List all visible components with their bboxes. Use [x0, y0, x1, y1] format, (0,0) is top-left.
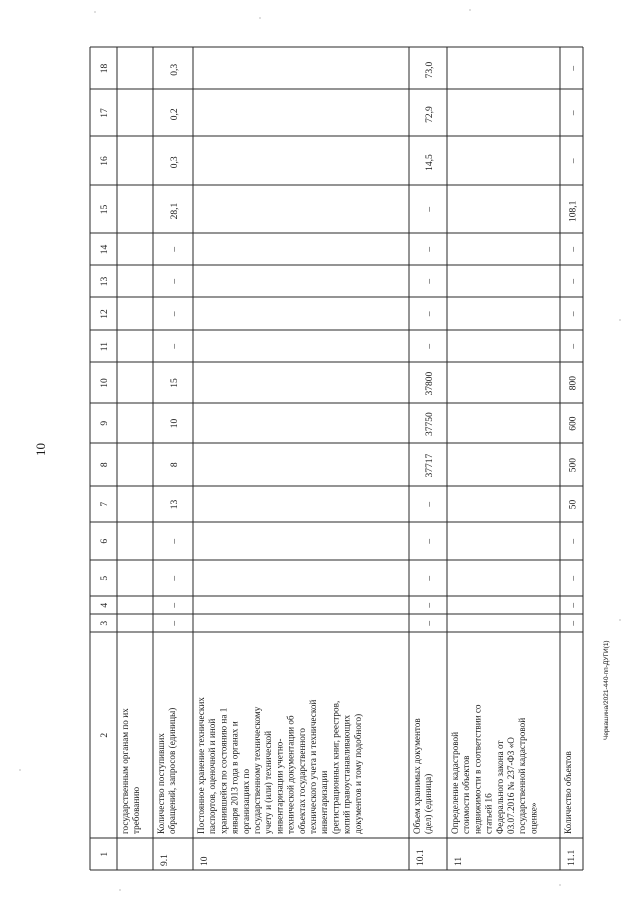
- row-value: –: [425, 311, 435, 317]
- scan-speck: [619, 619, 621, 621]
- scan-speck: [119, 889, 121, 891]
- row-value: 14,5: [425, 154, 435, 171]
- column-header-8: 8: [100, 462, 110, 468]
- column-header-16: 16: [100, 156, 110, 166]
- column-header-15: 15: [100, 204, 110, 215]
- column-header-10: 10: [100, 378, 110, 388]
- row-name-line: Количество объектов: [563, 751, 573, 834]
- row-number: 11: [454, 856, 464, 866]
- row-value: 37800: [425, 371, 435, 396]
- row-name-line: стоимости объектов: [461, 755, 472, 834]
- column-header-9: 9: [100, 420, 110, 426]
- row-value: 8: [170, 462, 180, 468]
- row-value: –: [425, 206, 435, 212]
- row-number: 9.1: [160, 854, 170, 866]
- row-name-line: оценке»: [528, 802, 539, 834]
- row-number: 10.1: [416, 849, 426, 866]
- row-name-line: Постоянное хранение технических: [196, 697, 206, 834]
- row-value: 13: [170, 499, 180, 510]
- scan-speck: [19, 769, 21, 771]
- row-value: –: [170, 575, 180, 581]
- row-value: –: [568, 620, 579, 626]
- row-value: –: [425, 575, 435, 581]
- row-name-line: января 2013 года в органах и: [229, 721, 240, 834]
- row-value: 600: [568, 416, 579, 431]
- row-value: 0,2: [170, 108, 180, 121]
- row-value: –: [568, 538, 579, 544]
- row-value: –: [170, 620, 180, 626]
- row-value: –: [170, 538, 180, 544]
- row-name-line: 03.07.2016 № 237-ФЗ «О: [506, 737, 516, 834]
- row-value: 0,3: [170, 156, 180, 169]
- row-value: –: [568, 343, 579, 349]
- row-value: –: [170, 278, 180, 284]
- row-value: –: [425, 538, 435, 544]
- row-number: 11.1: [567, 849, 577, 866]
- column-header-1: 1: [100, 851, 110, 857]
- row-name-line: (дел) (единица): [423, 773, 434, 834]
- row-name-line: недвижимости в соответствии со: [472, 704, 483, 834]
- row-value: –: [568, 110, 579, 116]
- row-name-line: копий правоустанавливающих: [341, 714, 352, 834]
- row-value: 28,1: [170, 202, 180, 220]
- row-name-line: инвентаризации учетно-: [274, 738, 285, 834]
- row-name-line: государственному техническому: [252, 706, 262, 834]
- row-value: –: [425, 602, 435, 608]
- row-value: –: [170, 246, 180, 252]
- column-header-12: 12: [100, 309, 110, 319]
- row-number: 10: [200, 856, 210, 866]
- column-header-4: 4: [100, 602, 110, 608]
- column-header-13: 13: [100, 276, 110, 287]
- row-value: –: [425, 501, 435, 507]
- row-name-line: технического учета и технической: [308, 699, 318, 834]
- row-value: 50: [568, 499, 579, 510]
- scan-speck: [94, 11, 96, 13]
- row-name-line: учету и (или) технической: [263, 730, 274, 834]
- page-number: 10: [33, 443, 48, 456]
- column-header-14: 14: [100, 244, 110, 255]
- row-name-line: организациях по: [240, 768, 251, 834]
- row-name-line: Федерального закона от: [494, 740, 505, 834]
- row-value: –: [170, 602, 180, 608]
- column-header-18: 18: [100, 63, 110, 74]
- scan-speck: [259, 17, 261, 19]
- row-value: 108,1: [568, 200, 579, 222]
- column-header-11: 11: [100, 342, 110, 352]
- row-name-line: обращений, запросов (единицы): [167, 707, 178, 834]
- row-value: –: [568, 575, 579, 581]
- row-name-line: государственной кадастровой: [517, 717, 528, 834]
- row-name-line: (регистрационных книг, реестров,: [330, 700, 341, 834]
- column-header-3: 3: [100, 620, 110, 626]
- column-header-6: 6: [100, 538, 110, 544]
- row-value: 10: [170, 418, 180, 429]
- row-value: 37750: [425, 412, 435, 436]
- document-reference: Черкашина/2021-440-пп-ДУГИ(1): [603, 640, 610, 740]
- scan-speck: [619, 319, 621, 321]
- row-value: –: [425, 343, 435, 349]
- row-name-line: технической документации об: [285, 715, 296, 834]
- row-name-line: документов и тому подобного): [352, 713, 363, 834]
- row-value: –: [425, 278, 435, 284]
- row-value: –: [425, 246, 435, 252]
- scan-speck: [559, 884, 561, 886]
- column-header-5: 5: [100, 575, 110, 581]
- row-value: 500: [568, 458, 579, 473]
- row-name-line: требованию: [131, 786, 142, 834]
- row-name-line: статьей 16: [483, 793, 494, 834]
- row-name-line: Количество поступивших: [156, 733, 166, 834]
- row-value: –: [568, 602, 579, 608]
- row-value: 800: [568, 376, 579, 391]
- row-name-line: паспортов, оценочной и иной: [207, 718, 218, 834]
- row-value: –: [170, 343, 180, 349]
- row-value: 72,9: [425, 106, 435, 123]
- row-name-line: объектах государственного: [296, 727, 307, 834]
- row-name-line: Определение кадастровой: [450, 731, 460, 834]
- row-value: –: [568, 158, 579, 164]
- row-value: 0,3: [170, 63, 180, 76]
- row-value: 73,0: [425, 61, 435, 79]
- row-value: –: [568, 246, 579, 252]
- row-name-line: хранившейся по состоянию на 1: [218, 707, 229, 834]
- row-value: –: [568, 311, 579, 317]
- row-value: –: [425, 620, 435, 626]
- column-header-17: 17: [100, 108, 110, 118]
- column-header-2: 2: [100, 732, 110, 738]
- row-name-line: государственным органам по их: [120, 708, 130, 834]
- row-value: 15: [170, 378, 180, 388]
- column-header-7: 7: [100, 501, 110, 507]
- row-value: –: [568, 65, 579, 71]
- row-value: –: [568, 278, 579, 284]
- row-name-line: инвентаризации: [319, 770, 330, 834]
- row-name-line: Объем хранимых документов: [412, 718, 422, 834]
- row-value: –: [170, 311, 180, 317]
- row-value: 37717: [425, 453, 435, 478]
- scan-speck: [469, 9, 471, 11]
